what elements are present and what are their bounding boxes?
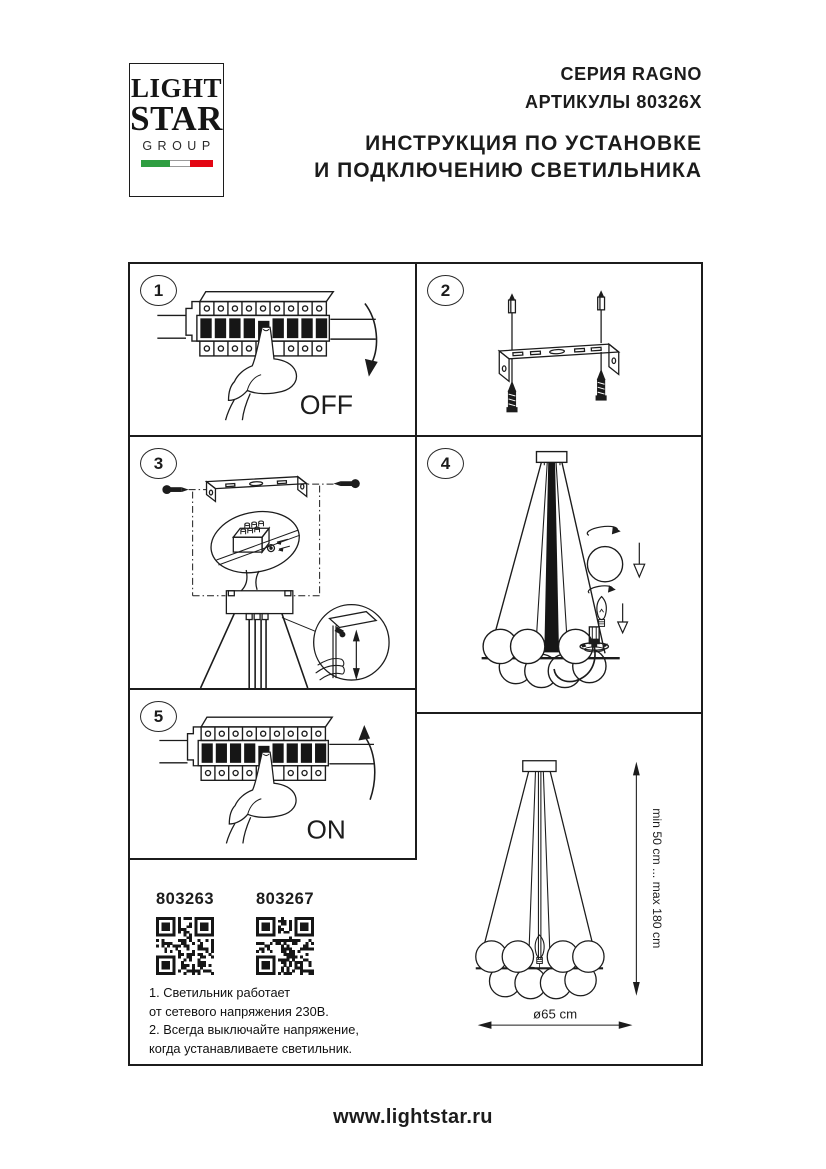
qr-code-right xyxy=(256,917,314,975)
wiring-illustration xyxy=(130,437,415,688)
note-line-3: 2. Всегда выключайте напряжение, xyxy=(149,1022,359,1038)
arrow-down-curve xyxy=(365,304,377,363)
step-number-3 xyxy=(140,448,177,479)
product-right xyxy=(254,890,316,980)
flag-green-segment xyxy=(141,160,170,167)
arrow-down-head xyxy=(365,359,378,377)
series-title: СЕРИЯ RAGNO xyxy=(560,64,702,84)
note-line-4: когда устанавливаете светильник. xyxy=(149,1040,352,1056)
logo-word-light: LIGHT xyxy=(130,73,223,103)
website-url: www.lightstar.ru xyxy=(333,1106,493,1128)
logo-word-group: GROUP xyxy=(142,139,216,153)
qr-notes-area xyxy=(130,860,415,1066)
italian-flag-bar xyxy=(141,160,213,167)
product-code-right: 803267 xyxy=(255,890,315,908)
step-number-2-text: 2 xyxy=(440,280,451,300)
step-panel-4 xyxy=(417,437,701,712)
dimensions-illustration xyxy=(417,714,701,1066)
arrow-up-head xyxy=(358,725,370,741)
lightstar-logo xyxy=(129,63,224,197)
diameter-dimension-label: ø65 cm xyxy=(533,1006,578,1022)
step-number-3-text: 3 xyxy=(153,453,164,473)
logo-word-star: STAR xyxy=(130,99,223,138)
qr-code-left xyxy=(156,917,214,975)
instruction-grid xyxy=(128,262,703,1066)
off-label: OFF xyxy=(299,390,354,421)
dimensions-area xyxy=(417,714,701,1066)
step-number-2 xyxy=(427,275,464,306)
on-label: ON xyxy=(306,814,346,845)
step-number-5-text: 5 xyxy=(153,706,164,726)
arrow-up-curve xyxy=(364,736,374,800)
step-panel-2 xyxy=(417,264,701,435)
footer xyxy=(0,1106,826,1129)
note-line-2: от сетевого напряжения 230В. xyxy=(149,1003,329,1019)
step-number-5 xyxy=(140,701,177,732)
step-number-4-text: 4 xyxy=(440,453,451,473)
articles-title: АРТИКУЛЫ 80326X xyxy=(525,92,702,112)
instruction-title-line2: И ПОДКЛЮЧЕНИЮ СВЕТИЛЬНИКА xyxy=(314,159,702,182)
step-panel-3 xyxy=(130,437,415,688)
step-number-1 xyxy=(140,275,177,306)
step-panel-1 xyxy=(130,264,415,435)
step-number-4 xyxy=(427,448,464,479)
flag-red-segment xyxy=(190,160,213,167)
safety-notes xyxy=(149,984,359,1058)
step-number-1-text: 1 xyxy=(153,280,164,300)
note-line-1: 1. Светильник работает xyxy=(149,985,291,1000)
product-left xyxy=(154,890,216,980)
product-code-left: 803263 xyxy=(155,890,215,908)
header-title-block xyxy=(314,60,702,184)
assembly-illustration xyxy=(417,437,701,712)
height-dimension-label: min 50 cm ... max 180 cm xyxy=(650,808,665,949)
instruction-title-line1: ИНСТРУКЦИЯ ПО УСТАНОВКЕ xyxy=(365,132,702,155)
flag-white-segment xyxy=(170,160,190,167)
step-panel-5 xyxy=(130,690,415,858)
